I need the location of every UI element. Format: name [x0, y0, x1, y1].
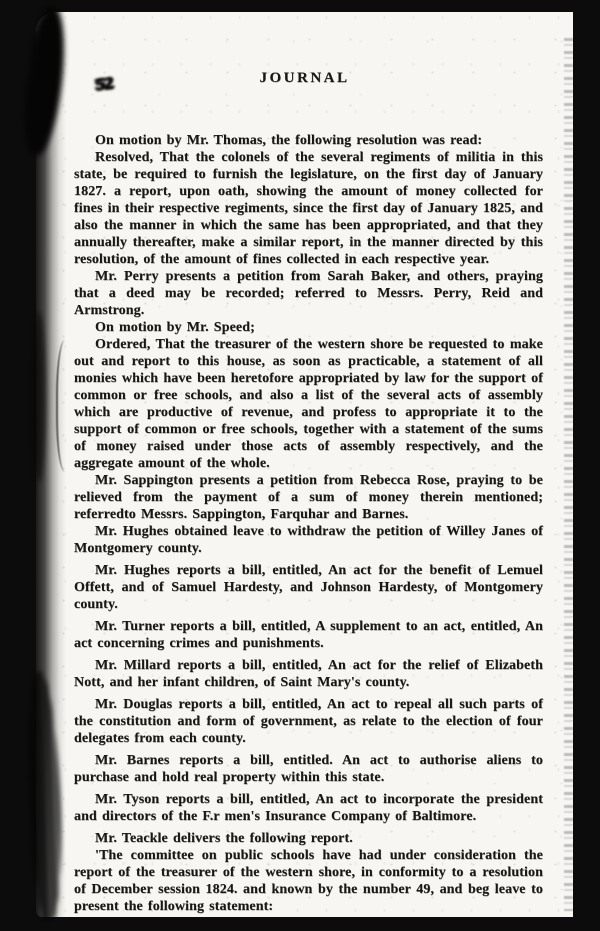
paragraph-2: Resolved, That the colonels of the several regiments of militia in this state, be required to furnish the legislature, on the first day of January 1827. a report, upon oath, showing the amount of money collected for fines in their respective regiments, since the first day of January 1825, and also the manner in which the same has been appropriated, and that they annually thereafter, make a similar report, in the manner directed by this resolution, of the amount of fines collected in each respective year. — [74, 150, 543, 267]
paragraph-1: On motion by Mr. Thomas, the following resolution was read: — [95, 133, 483, 148]
paragraph-12: Mr. Barnes reports a bill, entitled. An act to authorise aliens to purchase and hold real property within this state. — [74, 753, 543, 785]
page-header — [36, 70, 573, 118]
paragraph-6: Mr. Sappington presents a petition from Rebecca Rose, praying to be relieved from the payment of a sum of money therein mentioned; referredto Messrs. Sappington, Farquhar and Barnes. — [74, 473, 543, 522]
paragraph-3: Mr. Perry presents a petition from Sarah Baker, and others, praying that a deed may be recorded; referred to Messrs. Perry, Reid and Armstrong. — [74, 269, 543, 318]
paragraph-13: Mr. Tyson reports a bill, entitled, An act to incorporate the president and directors of the F.r men's Insurance Company of Baltimore. — [74, 792, 543, 824]
ink-blot-mid-left — [32, 312, 46, 482]
running-title: JOURNAL — [259, 70, 350, 86]
page-number: 52 — [93, 73, 114, 94]
paragraph-4: On motion by Mr. Speed; — [95, 320, 255, 335]
paragraph-9: Mr. Turner reports a bill, entitled, A supplement to an act, entitled, An act concerning crimes and punishments. — [74, 619, 543, 651]
paragraph-15: 'The committee on public schools have had under consideration the report of the treasurer of the western shore, in conformity to a resolution of December session 1824. and known by the number 49, and beg leave to present the following statement: — [74, 848, 543, 914]
paragraph-8: Mr. Hughes reports a bill, entitled, An act for the benefit of Lemuel Offett, and of Samuel Hardesty, and Johnson Hardesty, of Montgomery county. — [74, 563, 543, 612]
journal-page — [36, 12, 573, 917]
paragraph-7: Mr. Hughes obtained leave to withdraw the petition of Willey Janes of Montgomery county. — [74, 524, 543, 556]
ink-curve-mark — [56, 340, 74, 472]
page-body — [74, 132, 543, 915]
paragraph-10: Mr. Millard reports a bill, entitled, An act for the relief of Elizabeth Nott, and her infant children, of Saint Mary's county. — [74, 658, 543, 690]
paragraph-5: Ordered, That the treasurer of the western shore be requested to make out and report to this house, as soon as practicable, a statement of all monies which have been heretofore appropriated by law for the support of common or free schools, and also a list of the several acts of assembly which are productive of revenue, and profess to appropriate it to the support of common or free schools, together with a statement of the sums of money raised under those acts of assembly respectively, and the aggregate amount of the whole. — [74, 337, 543, 471]
right-gutter-texture — [564, 38, 573, 911]
paragraph-14: Mr. Teackle delivers the following report. — [95, 831, 353, 846]
paragraph-11: Mr. Douglas reports a bill, entitled, An act to repeal all such parts of the constitution and form of government, as relate to the election of four delegates from each county. — [74, 697, 543, 746]
